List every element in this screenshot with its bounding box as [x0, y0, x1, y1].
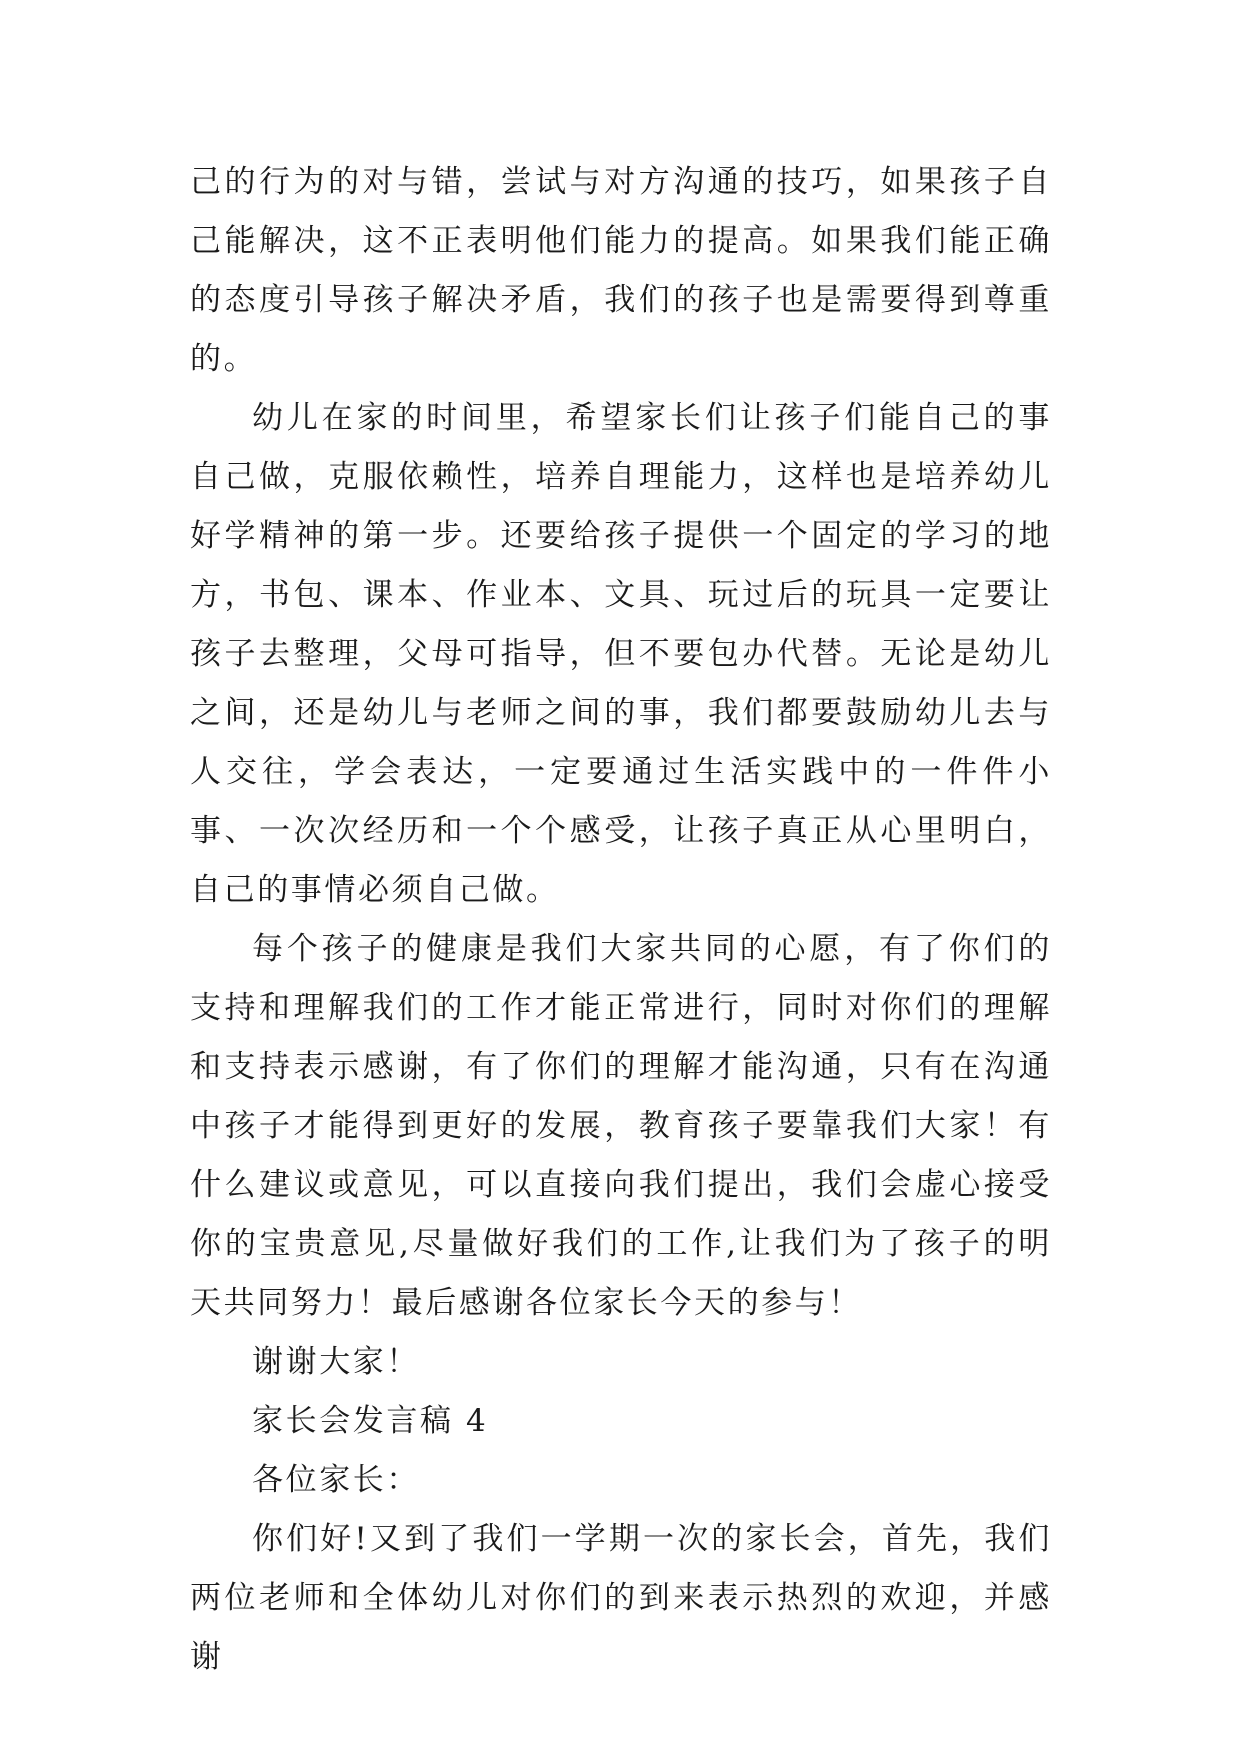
paragraph-thank-you: 谢谢大家！	[252, 1344, 420, 1380]
section-heading: 家长会发言稿 4	[252, 1403, 489, 1439]
paragraph-thanks: 每个孩子的健康是我们大家共同的心愿，有了你们的支持和理解我们的工作才能正常进行，同时对你们的理解和支持表示感谢，有了你们的理解才能沟通，只有在沟通中孩子才能得到更好的发展，教育孩子要靠我们大家！有什么建议或意见，可以直接向我们提出，我们会虚心接受你的宝贵意见,尽量做好我们的工作,让我们为了孩子的明天共同努力！最后感谢各位家长今天的参与！	[190, 931, 1052, 1321]
salutation: 各位家长：	[252, 1462, 420, 1498]
paragraph-greeting: 你们好!又到了我们一学期一次的家长会，首先，我们两位老师和全体幼儿对你们的到来表示热烈的欢迎，并感谢	[190, 1521, 1052, 1675]
document-body	[190, 153, 1052, 1687]
paragraph-self-reliance: 幼儿在家的时间里，希望家长们让孩子们能自己的事自己做，克服依赖性，培养自理能力，这样也是培养幼儿好学精神的第一步。还要给孩子提供一个固定的学习的地方，书包、课本、作业本、文具、玩过后的玩具一定要让孩子去整理，父母可指导，但不要包办代替。无论是幼儿之间，还是幼儿与老师之间的事，我们都要鼓励幼儿去与人交往，学会表达，一定要通过生活实践中的一件件小事、一次次经历和一个个感受，让孩子真正从心里明白，自己的事情必须自己做。	[190, 400, 1052, 908]
paragraph-continuation: 己的行为的对与错，尝试与对方沟通的技巧，如果孩子自己能解决，这不正表明他们能力的提高。如果我们能正确的态度引导孩子解决矛盾，我们的孩子也是需要得到尊重的。	[190, 164, 1052, 377]
